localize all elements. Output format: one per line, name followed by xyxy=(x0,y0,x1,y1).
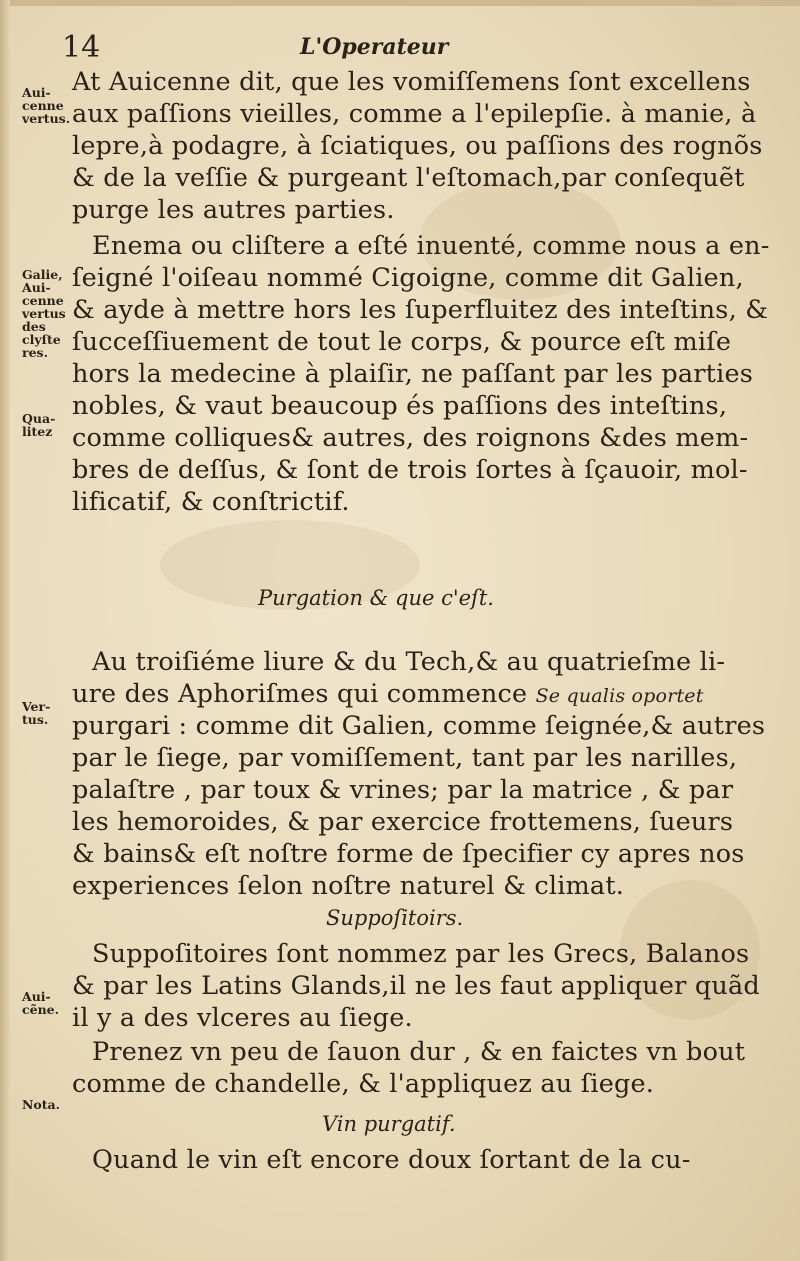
text-line: comme colliques& autres, des roignons &des mem- xyxy=(72,423,749,453)
margin-note: Ver- tus. xyxy=(22,699,51,727)
text-line: les hemoroides, & par exercice frottemens, ſueurs xyxy=(72,807,734,837)
page-header xyxy=(0,30,800,70)
text-line: Quand le vin eſt encore doux ſortant de la cu- xyxy=(92,1145,691,1175)
text-line: & bains& eſt noſtre forme de ſpecifier cy apres nos xyxy=(72,839,745,869)
text-fragment: ure des Aphoriſmes qui commence xyxy=(72,679,528,709)
text-line: aux paſſions vieilles, comme a l'epilepſie. à manie, à xyxy=(72,99,757,129)
text-line: lificatif, & conſtrictif. xyxy=(72,487,350,517)
text-line: ſucceſſiuement de tout le corps, & pource eſt miſe xyxy=(72,327,732,357)
page-number: 14 xyxy=(62,30,101,65)
text-line: & de la veſſie & purgeant l'eſtomach,par conſequẽt xyxy=(72,163,745,193)
page-top-edge xyxy=(0,0,800,6)
text-line: il y a des vlceres au ſiege. xyxy=(72,1003,413,1033)
text-line: comme de chandelle, & l'appliquez au ſiege. xyxy=(72,1069,655,1099)
text-line: Enema ou cliſtere a eſté inuenté, comme nous a en- xyxy=(92,231,770,261)
page-left-edge xyxy=(0,0,10,1261)
text-line: palaſtre , par toux & vrines; par la matrice , & par xyxy=(72,775,734,805)
text-line: Prenez vn peu de ſauon dur , & en faictes vn bout xyxy=(92,1037,746,1067)
margin-note: Aui- cẽne. xyxy=(22,989,59,1017)
text-line: At Auicenne dit, que les vomiſſemens ſont excellens xyxy=(72,67,751,97)
text-line: & ayde à mettre hors les ſuperfluitez des inteſtins, & xyxy=(72,295,769,325)
text-line: bres de deſſus, & ſont de trois ſortes à ſçauoir, mol- xyxy=(72,455,748,485)
running-title: L'Operateur xyxy=(300,34,449,60)
text-line: & par les Latins Glands,il ne les faut appliquer quãd xyxy=(72,971,760,1001)
text-line: purge les autres parties. xyxy=(72,195,395,225)
text-line: ſeigné l'oiſeau nommé Cigoigne, comme dit Galien, xyxy=(72,263,744,293)
section-heading-purgation: Purgation & que c'eſt. xyxy=(258,586,494,610)
text-line: lepre,à podagre, à ſciatiques, ou paſſions des rognõs xyxy=(72,131,763,161)
margin-note: Nota. xyxy=(22,1097,60,1112)
latin-quote: Se qualis oportet xyxy=(535,685,704,707)
margin-note: Qua- litez xyxy=(22,411,56,439)
margin-note: Galie, Aui- cenne vertus des clyſte res. xyxy=(22,267,66,360)
text-line: Suppoſitoires ſont nommez par les Grecs, Balanos xyxy=(92,939,750,969)
section-heading-vin: Vin purgatif. xyxy=(322,1112,456,1136)
text-line xyxy=(72,678,704,712)
text-line: experiences ſelon noſtre naturel & climat. xyxy=(72,871,625,901)
text-line: par le ſiege, par vomiſſement, tant par les narilles, xyxy=(72,743,738,773)
text-line: Au troiſiéme liure & du Tech,& au quatrieſme li- xyxy=(92,647,726,677)
margin-note: Aui- cenne vertus. xyxy=(22,85,71,126)
section-heading-suppositoires: Suppoſitoirs. xyxy=(326,906,464,930)
text-line: nobles, & vaut beaucoup és paſſions des inteſtins, xyxy=(72,391,728,421)
text-line: purgari : comme dit Galien, comme ſeignée,& autres xyxy=(72,711,766,741)
text-line: hors la medecine à plaiſir, ne paſſant par les parties xyxy=(72,359,754,389)
